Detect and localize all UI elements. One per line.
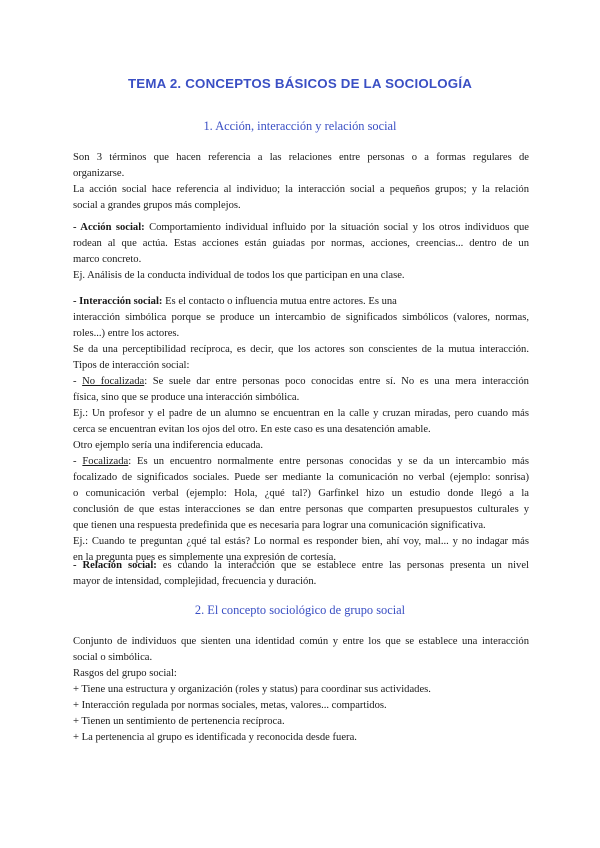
no-focalizada-line: física, sino que se produce una interacción simbólica. xyxy=(73,392,300,403)
intro-paragraph xyxy=(73,150,529,214)
accion-social-paragraph xyxy=(73,220,529,284)
focalizada-line: o comunicación verbal (ejemplo: Hola, ¿qué tal?) Garfinkel hizo un estudio donde llegó a la xyxy=(73,488,529,499)
accion-example: Ej. Análisis de la conducta individual de todos los que participan en una clase. xyxy=(73,270,405,281)
interaccion-term: - Interacción social: xyxy=(73,296,163,307)
accion-line: rodean al que actúa. Estas acciones están guiadas por normas, acciones, creencias... dentro de un xyxy=(73,238,529,249)
section-1-heading: 1. Acción, interacción y relación social xyxy=(203,119,397,133)
relacion-line: mayor de intensidad, complejidad, frecuencia y duración. xyxy=(73,576,317,587)
focalizada-line: en la pregunta pues es simplemente una expresión de cortesía. xyxy=(73,552,336,563)
no-focalizada-term: No focalizada xyxy=(82,376,145,387)
section-2-heading: 2. El concepto sociológico de grupo social xyxy=(194,603,406,617)
interaccion-types-label: Tipos de interacción social: xyxy=(73,360,190,371)
focalizada-line: focalizado de significados sociales. Puede ser mediante la comunicación no verbal (ejemplo: sonrisa) xyxy=(73,472,529,483)
accion-line: - Acción social: Comportamiento individual influido por la situación social y los otros individuos que xyxy=(73,222,529,233)
interaccion-social-paragraph xyxy=(73,294,529,566)
focalizada-line: - Focalizada: Es un encuentro normalmente entre personas conocidas y se da un intercambio más xyxy=(73,456,529,467)
accion-term: - Acción social: xyxy=(73,222,145,233)
no-focalizada-line: - No focalizada: Se suele dar entre personas poco conocidas entre sí. No es una mera interacción xyxy=(73,376,529,387)
focalizada-line: que tienen una respuesta predefinida que es necesaria para lograr una comunicación significativa. xyxy=(73,520,486,531)
intro-line: La acción social hace referencia al individuo; la interacción social a pequeños grupos; y la relación xyxy=(73,184,529,195)
grupo-rasgos-label: Rasgos del grupo social: xyxy=(73,668,177,679)
no-focalizada-line: Ej.: Un profesor y el padre de un alumno se encuentran en la calle y cruzan miradas, pero cuando más xyxy=(73,408,529,419)
relacion-term: - Relación social: xyxy=(73,560,157,571)
list-item: + Interacción regulada por normas sociales, metas, valores... compartidos. xyxy=(73,700,387,711)
intro-line: Son 3 términos que hacen referencia a las relaciones entre personas o a formas regulares de xyxy=(73,152,529,163)
list-item: + Tiene una estructura y organización (roles y status) para coordinar sus actividades. xyxy=(73,684,431,695)
interaccion-line: interacción simbólica porque se produce un intercambio de significados simbólicos (valores, normas, xyxy=(73,312,529,323)
relacion-social-paragraph xyxy=(73,558,529,590)
intro-line: organizarse. xyxy=(73,168,125,179)
grupo-social-paragraph xyxy=(73,634,529,746)
interaccion-line: - Interacción social: Es el contacto o influencia mutua entre actores. Es una xyxy=(73,296,397,307)
interaccion-line: roles...) entre los actores. xyxy=(73,328,180,339)
focalizada-term: Focalizada xyxy=(82,456,129,467)
interaccion-line: Se da una perceptibilidad recíproca, es decir, que los actores son conscientes de la mutua interacción. xyxy=(73,344,529,355)
relacion-line: - Relación social: es cuando la interacción que se establece entre las personas presenta un nivel xyxy=(73,560,529,571)
document-title: TEMA 2. CONCEPTOS BÁSICOS DE LA SOCIOLOGÍA xyxy=(127,76,473,91)
grupo-line: social o simbólica. xyxy=(73,652,153,663)
list-item: + La pertenencia al grupo es identificada y reconocida desde fuera. xyxy=(73,732,357,743)
focalizada-line: Ej.: Cuando te preguntan ¿qué tal estás? Lo normal es responder bien, ahí voy, mal... y no indagar más xyxy=(73,536,529,547)
no-focalizada-line: Otro ejemplo sería una indiferencia educada. xyxy=(73,440,264,451)
accion-line: marco concreto. xyxy=(73,254,142,265)
grupo-line: Conjunto de individuos que sienten una identidad común y entre los que se establece una interacción xyxy=(73,636,529,647)
no-focalizada-line: cerca se encuentran evitan los ojos del otro. En este caso es una desatención amable. xyxy=(73,424,431,435)
list-item: + Tienen un sentimiento de pertenencia recíproca. xyxy=(73,716,285,727)
focalizada-line: conclusión de que estas interacciones se dan entre personas que comparten presupuestos culturales y xyxy=(73,504,529,515)
intro-line: social a grandes grupos más complejos. xyxy=(73,200,241,211)
